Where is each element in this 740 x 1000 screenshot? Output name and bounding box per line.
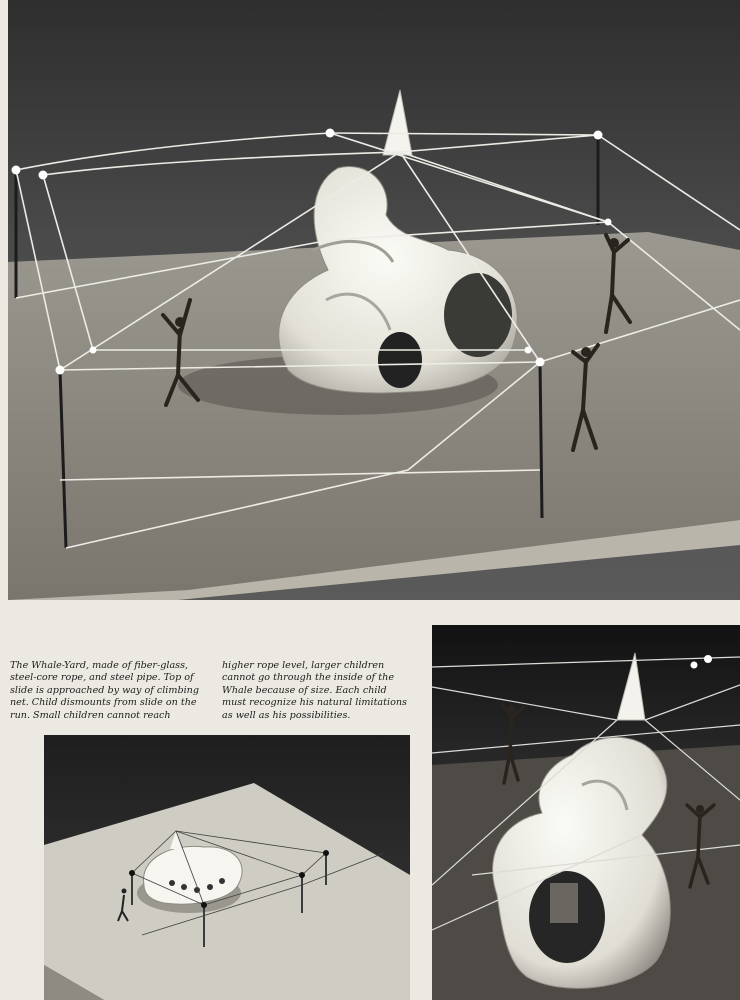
whale-closeup-photo [432, 625, 740, 1000]
whale-sculpture-closeup [432, 625, 740, 1000]
whale-yard-model-top-view [8, 0, 740, 600]
model-aerial-photo [44, 735, 410, 1000]
photo-caption [10, 660, 412, 722]
whale-yard-model-aerial-view [44, 735, 410, 1000]
main-model-photo [8, 0, 740, 600]
caption-text: The Whale-Yard, made of fiber-glass, steel-core rope, and steel pipe. Top of slide is approached by way of climbing net. Child dismounts from slide on the run. Small children cannot reach higher rope level, larger children cannot go through the inside of the Whale because of size. Each child must recognize his natural limitations as well as his possibilities. [10, 660, 407, 721]
